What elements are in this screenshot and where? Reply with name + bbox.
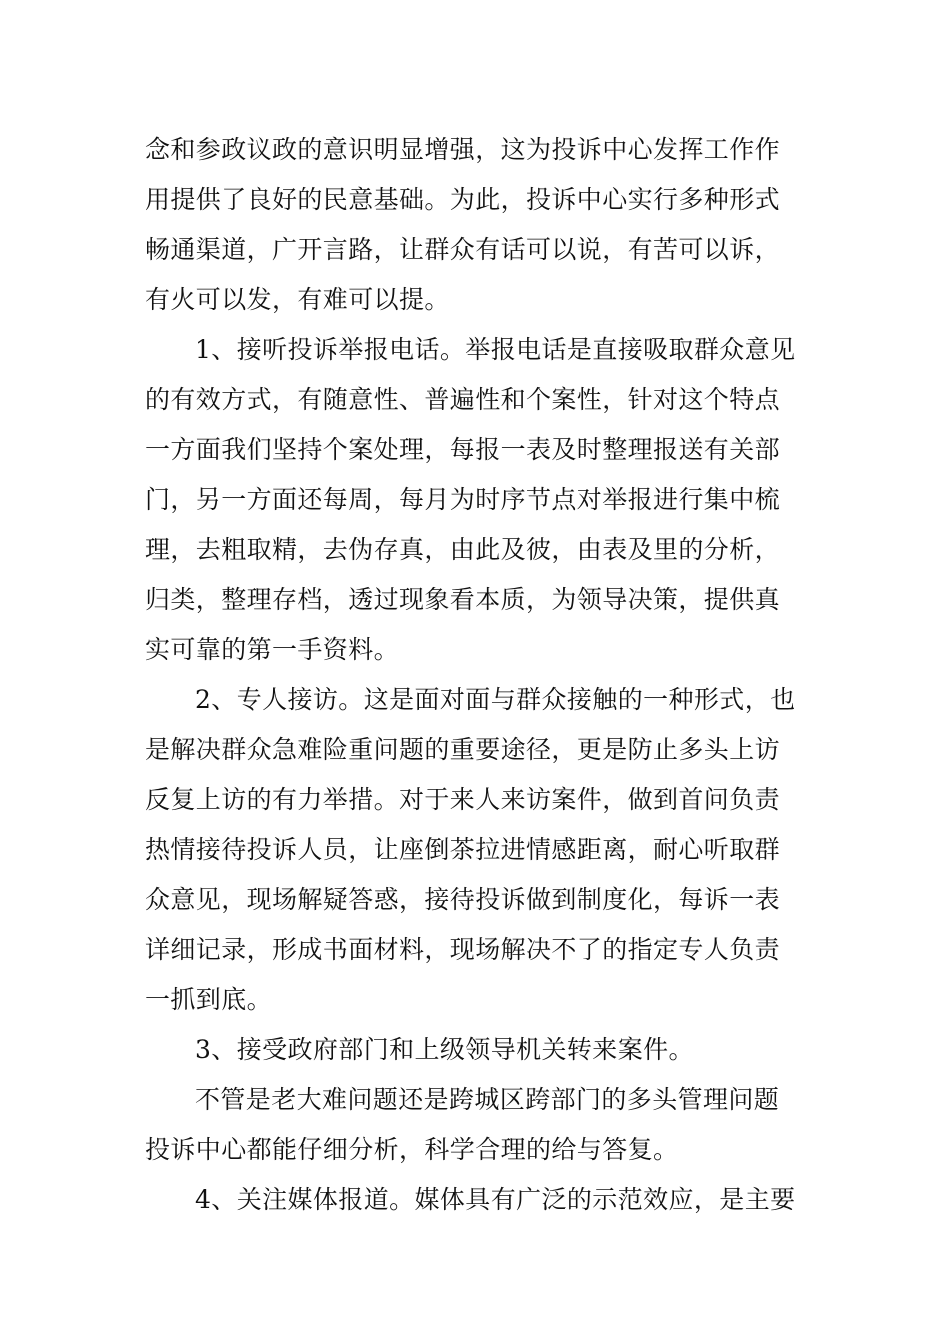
paragraph-start-line: 4、关注媒体报道。媒体具有广泛的示范效应，是主要 — [195, 1185, 796, 1214]
text-line: 是解决群众急难险重问题的重要途径，更是防止多头上访 — [145, 735, 781, 764]
text-line: 门，另一方面还每周，每月为时序节点对举报进行集中梳 — [145, 485, 781, 514]
paragraph-start-line: 不管是老大难问题还是跨城区跨部门的多头管理问题 — [195, 1085, 780, 1114]
paragraph-start-line: 3、接受政府部门和上级领导机关转来案件。 — [195, 1035, 694, 1064]
text-line: 一抓到底。 — [145, 985, 273, 1014]
paragraph-start-line: 2、专人接访。这是面对面与群众接触的一种形式，也 — [195, 685, 796, 714]
paragraph-start-line: 1、接听投诉举报电话。举报电话是直接吸取群众意见 — [195, 335, 796, 364]
text-line: 详细记录，形成书面材料，现场解决不了的指定专人负责 — [145, 935, 781, 964]
text-line: 念和参政议政的意识明显增强，这为投诉中心发挥工作作 — [145, 135, 781, 164]
text-line: 一方面我们坚持个案处理，每报一表及时整理报送有关部 — [145, 435, 781, 464]
text-line: 热情接待投诉人员，让座倒茶拉进情感距离，耐心听取群 — [145, 835, 781, 864]
document-body — [145, 125, 807, 1225]
text-line: 理，去粗取精，去伪存真，由此及彼，由表及里的分析， — [145, 535, 781, 564]
text-line: 用提供了良好的民意基础。为此，投诉中心实行多种形式 — [145, 185, 781, 214]
text-line: 反复上访的有力举措。对于来人来访案件，做到首问负责 — [145, 785, 781, 814]
text-line: 众意见，现场解疑答惑，接待投诉做到制度化，每诉一表 — [145, 885, 781, 914]
text-line: 畅通渠道，广开言路，让群众有话可以说，有苦可以诉， — [145, 235, 781, 264]
text-line: 有火可以发，有难可以提。 — [145, 285, 450, 314]
text-line: 实可靠的第一手资料。 — [145, 635, 400, 664]
text-line: 归类，整理存档，透过现象看本质，为领导决策，提供真 — [145, 585, 781, 614]
text-line: 的有效方式，有随意性、普遍性和个案性，针对这个特点 — [145, 385, 781, 414]
text-line: 投诉中心都能仔细分析，科学合理的给与答复。 — [145, 1135, 679, 1164]
